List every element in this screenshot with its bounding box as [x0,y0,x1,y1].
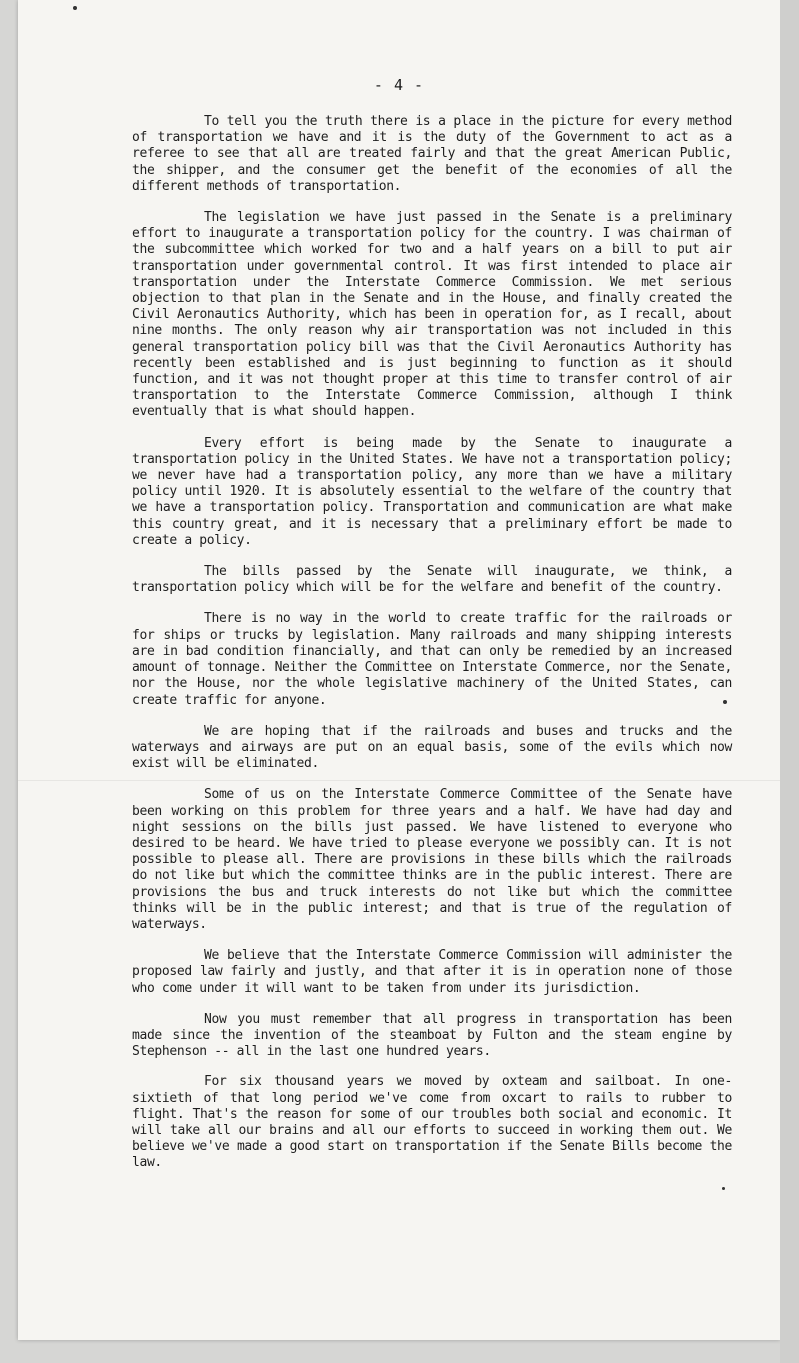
paragraph-5: There is no way in the world to create traffic for the railroads or for ships or trucks by legislation. Many railroads and many shipping interests are in bad condition financially, and that can only be remedied by an increased amount of tonnage. Neither the Committee on Interstate Commerce, nor the Senate, nor the House, nor the whole legislative machinery of the United States, can create traffic for anyone. [132,611,732,708]
paper-speck [722,1187,725,1190]
document-page [18,0,780,1340]
paragraph-9: Now you must remember that all progress in transportation has been made since the invention of the steamboat by Fulton and the steam engine by Stephenson -- all in the last one hundred years. [132,1011,732,1060]
scan-background-edge [780,0,799,1363]
paragraph-1: To tell you the truth there is a place in the picture for every method of transportation we have and it is the duty of the Government to act as a referee to see that all are treated fairly and that the great American Public, the shipper, and the consumer get the benefit of the economies of all the different methods of transportation. [132,114,732,194]
paragraph-3: Every effort is being made by the Senate to inaugurate a transportation policy in the United States. We have not a transportation policy; we never have had a transportation policy, any more than we have a military policy until 1920. It is absolutely essential to the welfare of the country that we have a transportation policy. Transportation and communication are what make this country great, and it is necessary that a preliminary effort be made to create a policy. [132,435,732,548]
paragraph-7: Some of us on the Interstate Commerce Committee of the Senate have been working on this problem for three years and a half. We have had day and night sessions on the bills just passed. We have listened to everyone who desired to be heard. We have tried to please everyone we possibly can. It is not possible to please all. There are provisions in these bills which the railroads do not like but which the committee thinks are in the public interest. There are provisions the bus and truck interests do not like but which the committee thinks will be in the public interest; and that is true of the regulation of waterways. [132,787,732,932]
paragraph-4: The bills passed by the Senate will inaugurate, we think, a transportation policy which will be for the welfare and benefit of the country. [132,564,732,596]
paragraph-8: We believe that the Interstate Commerce Commission will administer the proposed law fairly and justly, and that after it is in operation none of those who come under it will want to be taken from under its jurisdiction. [132,948,732,996]
paper-speck [73,6,77,10]
letter-body [132,114,732,1187]
paragraph-6: We are hoping that if the railroads and buses and trucks and the waterways and airways are put on an equal basis, some of the evils which now exist will be eliminated. [132,723,732,772]
page-number: - 4 - [373,76,425,94]
paragraph-10: For six thousand years we moved by oxteam and sailboat. In one-sixtieth of that long period we've come from oxcart to rails to rubber to flight. That's the reason for some of our troubles both social and economic. It will take all our brains and all our efforts to succeed in working them out. We believe we've made a good start on transportation if the Senate Bills become the law. [132,1074,732,1171]
paragraph-2: The legislation we have just passed in the Senate is a preliminary effort to inaugurate a transportation policy for the country. I was chairman of the subcommittee which worked for two and a half years on a bill to put air transportation under governmental control. It was first intended to place air transportation under the Interstate Commerce Commission. We met serious objection to that plan in the Senate and in the House, and finally created the Civil Aeronautics Authority, which has been in operation for, as I recall, about nine months. The only reason why air transportation was not included in this general transportation policy bill was that the Civil Aeronautics Authority has recently been established and is just beginning to function as it should function, and it was not thought proper at this time to transfer control of air transportation to the Interstate Commerce Commission, although I think eventually that is what should happen. [132,210,732,420]
